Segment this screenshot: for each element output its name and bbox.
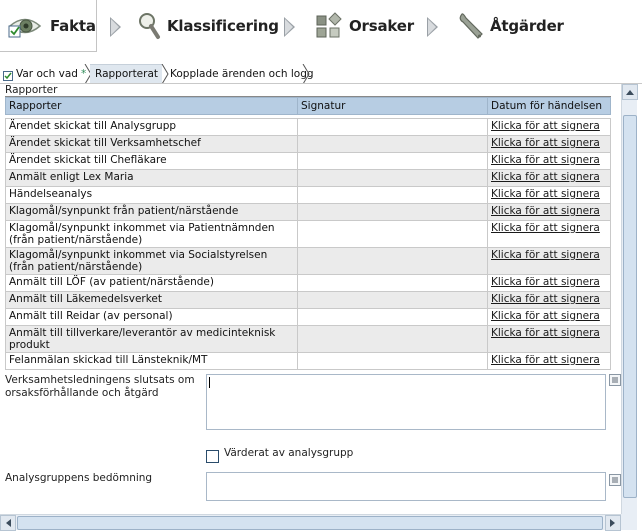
step-arrow-icon xyxy=(427,17,438,37)
step-klassificering[interactable] xyxy=(137,0,279,52)
workflow-step-bar xyxy=(0,0,642,56)
table-row xyxy=(6,170,611,187)
report-name-cell: Anmält till tillverkare/leverantör av medicinteknisk produkt xyxy=(6,326,298,353)
conclusion-textarea[interactable] xyxy=(206,374,606,430)
signature-cell xyxy=(298,187,488,204)
table-row xyxy=(6,221,611,248)
vertical-scrollbar[interactable] xyxy=(621,84,637,514)
shapes-icon xyxy=(315,12,343,40)
sign-link[interactable]: Klicka för att signera xyxy=(491,327,600,339)
table-row xyxy=(6,275,611,292)
scroll-right-button[interactable] xyxy=(605,515,621,531)
report-name-cell: Klagomål/synpunkt från patient/närstående xyxy=(6,204,298,221)
magnifier-icon xyxy=(137,12,161,40)
evaluated-label: Värderat av analysgrupp xyxy=(224,447,354,459)
signature-cell xyxy=(298,292,488,309)
date-cell xyxy=(488,353,611,370)
sign-link[interactable]: Klicka för att signera xyxy=(491,171,600,183)
signature-cell xyxy=(298,275,488,292)
report-name-cell: Händelseanalys xyxy=(6,187,298,204)
table-row xyxy=(6,119,611,136)
table-row xyxy=(6,187,611,204)
step-orsaker-label: Orsaker xyxy=(349,17,414,35)
sign-link[interactable]: Klicka för att signera xyxy=(491,354,600,366)
wrench-icon xyxy=(456,11,484,41)
tab-var-och-vad[interactable] xyxy=(3,64,86,84)
step-fakta-label: Fakta xyxy=(50,16,96,35)
column-header-rapporter[interactable]: Rapporter xyxy=(6,98,298,115)
column-header-datum[interactable]: Datum för händelsen xyxy=(488,98,611,115)
sign-link[interactable]: Klicka för att signera xyxy=(491,222,600,234)
sign-link[interactable]: Klicka för att signera xyxy=(491,137,600,149)
date-cell xyxy=(488,170,611,187)
assessment-label: Analysgruppens bedömning xyxy=(5,472,153,484)
sign-link[interactable]: Klicka för att signera xyxy=(491,120,600,132)
date-cell xyxy=(488,292,611,309)
sign-link[interactable]: Klicka för att signera xyxy=(491,310,600,322)
report-name-cell: Klagomål/synpunkt inkommet via Patientnämnden (från patient/närstående) xyxy=(6,221,298,248)
checkbox-checked-icon xyxy=(3,71,13,81)
date-cell xyxy=(488,204,611,221)
chevron-right-icon xyxy=(161,64,169,84)
section-title: Rapporter xyxy=(5,84,58,96)
textarea-expand-icon[interactable] xyxy=(609,474,621,486)
table-row xyxy=(6,326,611,353)
date-cell xyxy=(488,221,611,248)
signature-cell xyxy=(298,309,488,326)
signature-cell xyxy=(298,119,488,136)
signature-cell xyxy=(298,326,488,353)
text-caret xyxy=(209,377,210,388)
table-header-row xyxy=(6,98,611,115)
scrollbar-corner xyxy=(621,514,637,530)
report-name-cell: Anmält till Läkemedelsverket xyxy=(6,292,298,309)
table-row xyxy=(6,153,611,170)
arrow-right-icon xyxy=(610,519,616,527)
sign-link[interactable]: Klicka för att signera xyxy=(491,249,600,261)
date-cell xyxy=(488,275,611,292)
report-name-cell: Klagomål/synpunkt inkommet via Socialstyrelsen (från patient/närstående) xyxy=(6,248,298,275)
conclusion-label: Verksamhetsledningens slutsats om orsaksförhållande och åtgärd xyxy=(5,374,195,399)
tab-rapporterat[interactable] xyxy=(90,64,162,84)
textarea-expand-icon[interactable] xyxy=(609,374,621,386)
sign-link[interactable]: Klicka för att signera xyxy=(491,154,600,166)
unsaved-star: * xyxy=(80,68,87,80)
evaluated-checkbox[interactable] xyxy=(206,450,219,463)
step-klassificering-label: Klassificering xyxy=(167,17,279,35)
step-arrow-icon xyxy=(110,17,121,37)
step-orsaker[interactable] xyxy=(315,0,414,52)
column-header-signatur[interactable]: Signatur xyxy=(298,98,488,115)
sign-link[interactable]: Klicka för att signera xyxy=(491,188,600,200)
table-row xyxy=(6,136,611,153)
scroll-left-button[interactable] xyxy=(0,515,16,531)
horizontal-scrollbar[interactable] xyxy=(0,514,621,530)
arrow-up-icon xyxy=(626,89,634,95)
table-row xyxy=(6,204,611,221)
table-row xyxy=(6,248,611,275)
eye-check-icon xyxy=(6,11,44,41)
assessment-textarea[interactable] xyxy=(206,472,606,501)
signature-cell xyxy=(298,136,488,153)
date-cell xyxy=(488,119,611,136)
step-atgarder-label: Åtgärder xyxy=(490,17,564,35)
step-arrow-icon xyxy=(284,17,295,37)
signature-cell xyxy=(298,353,488,370)
table-row xyxy=(6,292,611,309)
arrow-left-icon xyxy=(5,519,11,527)
scroll-up-button[interactable] xyxy=(622,84,638,100)
tab-kopplade-arenden[interactable] xyxy=(170,64,314,84)
reports-table xyxy=(5,97,611,370)
content-panel xyxy=(0,84,621,514)
vertical-scroll-thumb[interactable] xyxy=(623,115,637,498)
tab-kopplade-label: Kopplade ärenden och logg xyxy=(170,68,314,80)
report-name-cell: Anmält till LÖF (av patient/närstående) xyxy=(6,275,298,292)
table-row xyxy=(6,309,611,326)
sign-link[interactable]: Klicka för att signera xyxy=(491,205,600,217)
report-name-cell: Felanmälan skickad till Länsteknik/MT xyxy=(6,353,298,370)
table-row xyxy=(6,353,611,370)
sign-link[interactable]: Klicka för att signera xyxy=(491,276,600,288)
report-name-cell: Anmält enligt Lex Maria xyxy=(6,170,298,187)
signature-cell xyxy=(298,248,488,275)
date-cell xyxy=(488,187,611,204)
sign-link[interactable]: Klicka för att signera xyxy=(491,293,600,305)
report-name-cell: Anmält till Reidar (av personal) xyxy=(6,309,298,326)
signature-cell xyxy=(298,221,488,248)
step-atgarder[interactable] xyxy=(456,0,564,52)
report-name-cell: Ärendet skickat till Chefläkare xyxy=(6,153,298,170)
date-cell xyxy=(488,136,611,153)
tab-rapporterat-label: Rapporterat xyxy=(95,68,159,80)
step-fakta[interactable] xyxy=(0,0,97,52)
horizontal-scroll-thumb[interactable] xyxy=(17,516,603,530)
date-cell xyxy=(488,153,611,170)
tab-var-och-vad-label: Var och vad xyxy=(16,68,78,80)
sub-tab-bar xyxy=(0,62,642,84)
date-cell xyxy=(488,309,611,326)
chevron-right-icon xyxy=(302,64,310,84)
signature-cell xyxy=(298,153,488,170)
date-cell xyxy=(488,326,611,353)
date-cell xyxy=(488,248,611,275)
reports-table-frame xyxy=(5,96,611,370)
signature-cell xyxy=(298,170,488,187)
report-name-cell: Ärendet skickat till Analysgrupp xyxy=(6,119,298,136)
signature-cell xyxy=(298,204,488,221)
report-name-cell: Ärendet skickat till Verksamhetschef xyxy=(6,136,298,153)
